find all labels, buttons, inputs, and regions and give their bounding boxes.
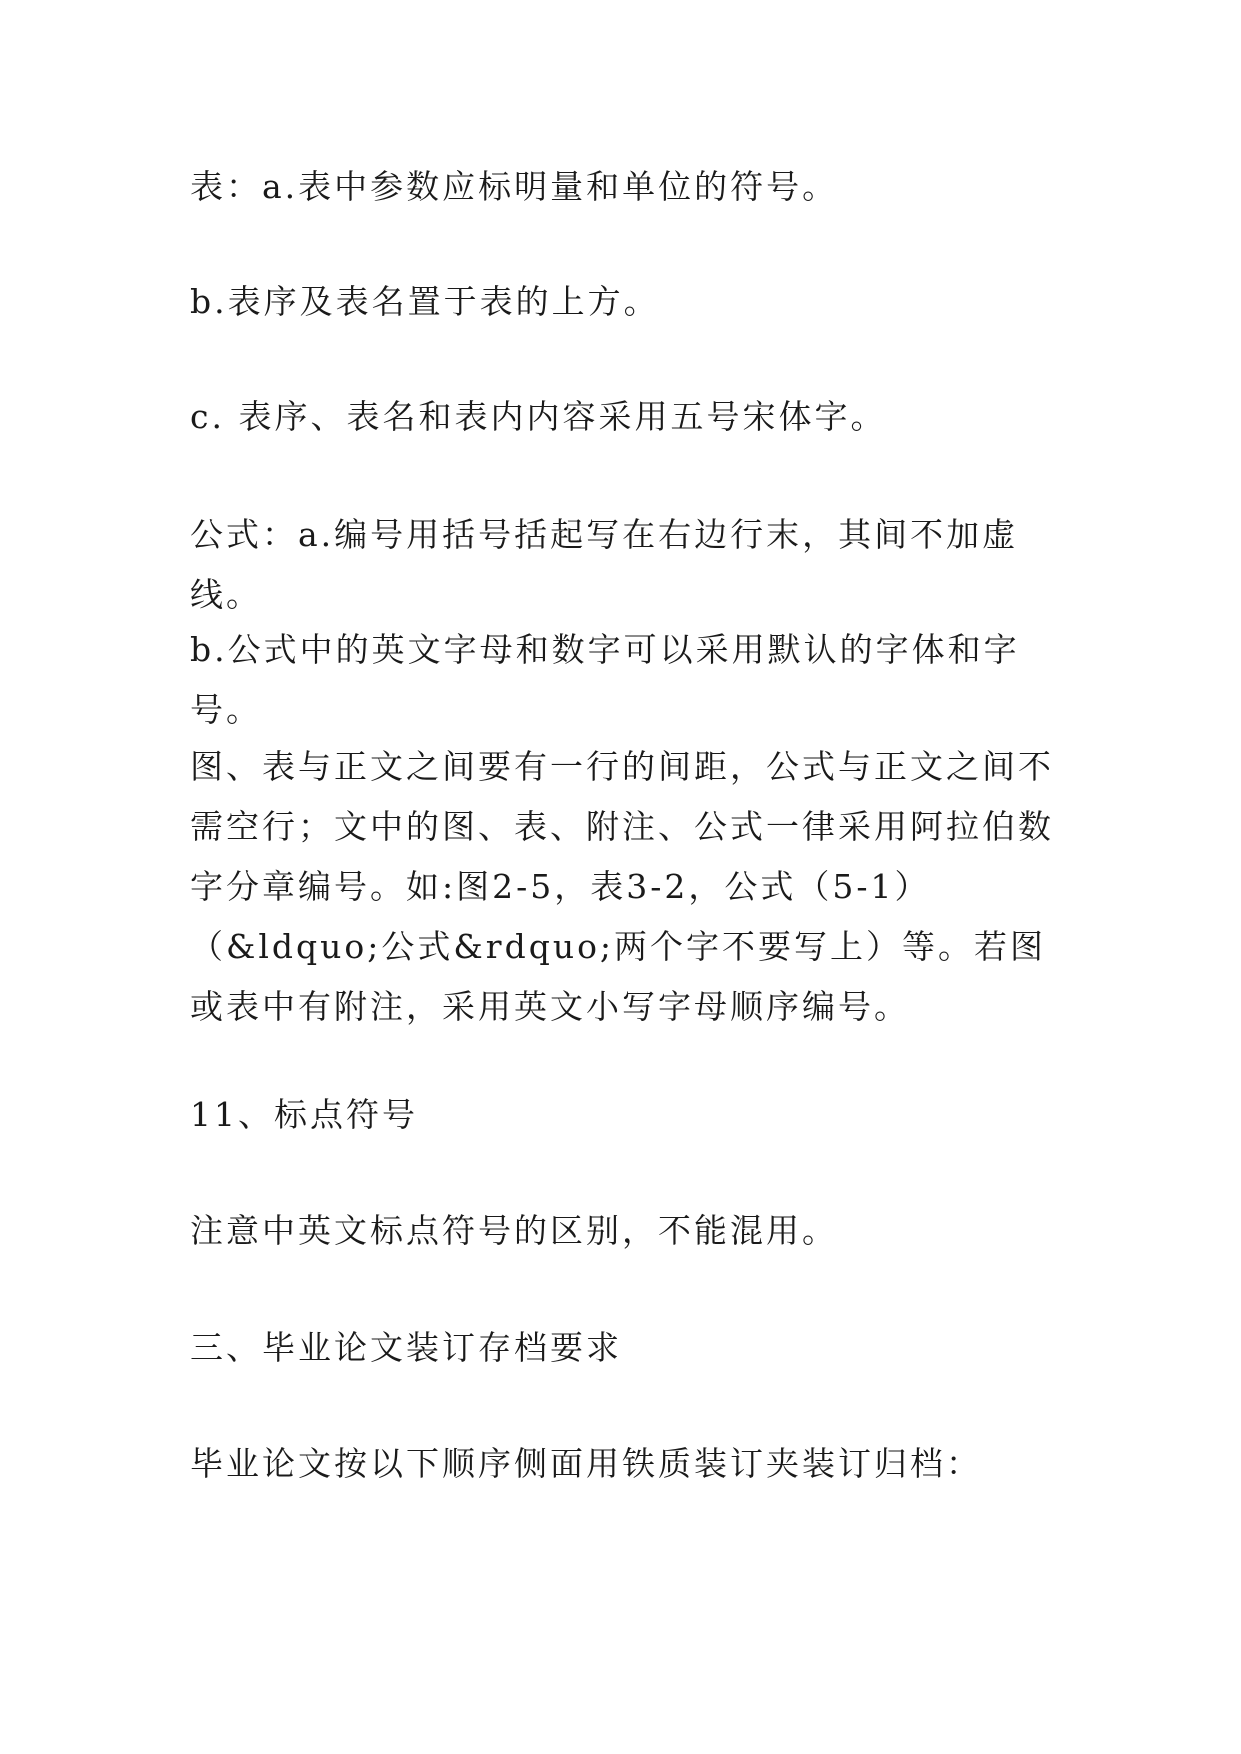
paragraph-table-rule-c: c. 表序、表名和表内内容采用五号宋体字。	[190, 397, 887, 436]
section-heading-binding: 三、毕业论文装订存档要求	[190, 1328, 622, 1367]
paragraph-binding-order: 毕业论文按以下顺序侧面用铁质装订夹装订归档：	[190, 1444, 982, 1483]
paragraph-formula-rule-b: b.公式中的英文字母和数字可以采用默认的字体和字号。	[190, 630, 1020, 729]
paragraph-formula-rule-a: 公式：a.编号用括号括起写在右边行末，其间不加虚线。	[190, 515, 1019, 614]
paragraph-table-rule-a: 表：a.表中参数应标明量和单位的符号。	[190, 167, 839, 206]
paragraph-numbering-rules: 图、表与正文之间要有一行的间距，公式与正文之间不需空行；文中的图、表、附注、公式一律采用阿拉伯数字分章编号。如:图2-5，表3-2，公式（5-1）（&ldquo;公式&rdquo;两个字不要写上）等。若图或表中有附注，采用英文小写字母顺序编号。	[190, 747, 1054, 1026]
paragraph-table-rule-b: b.表序及表名置于表的上方。	[190, 282, 660, 321]
section-heading-punctuation: 11、标点符号	[190, 1095, 418, 1134]
paragraph-punctuation-note: 注意中英文标点符号的区别，不能混用。	[190, 1211, 838, 1250]
